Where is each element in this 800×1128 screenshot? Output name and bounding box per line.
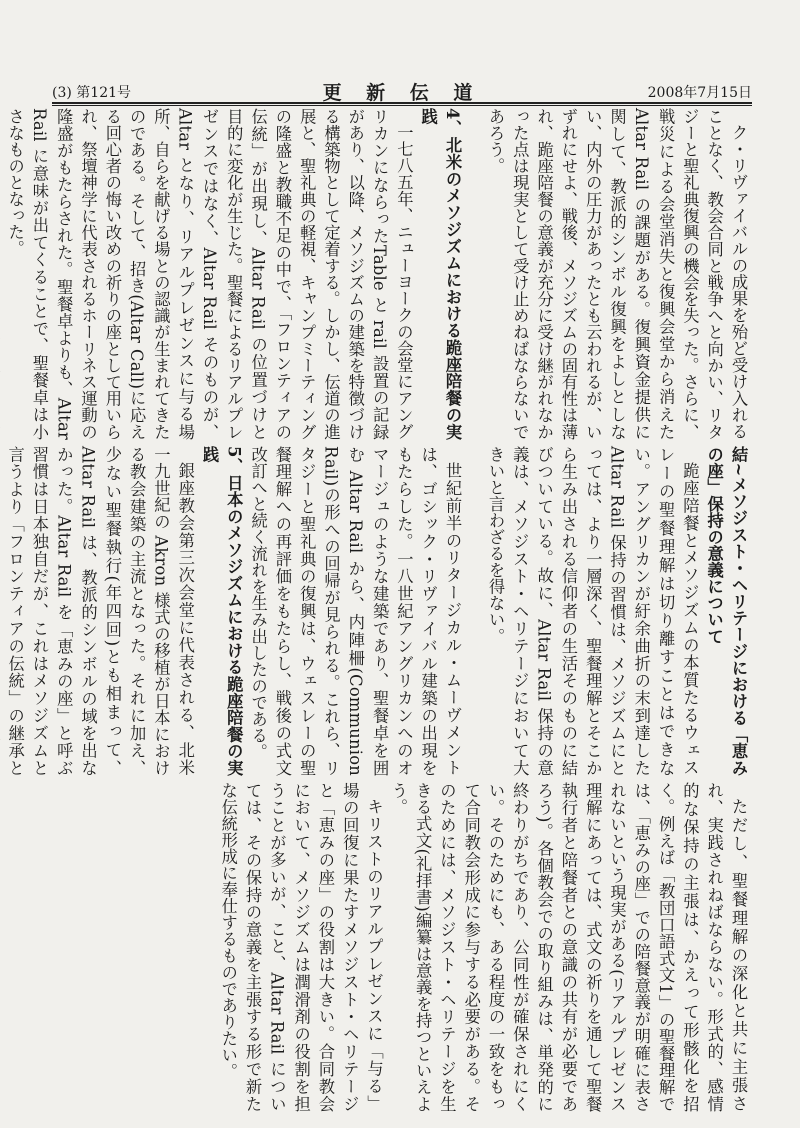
header-rule-thin xyxy=(52,105,752,106)
bottom-left-p0: 世紀前半のリタージカル・ムーヴメントは、ゴシック・リヴァイバル建築の出現をもたらした。一八世紀アングリカンへのオマージュのような建築であり、聖餐卓を囲む Altar Rail から、内陣柵(Communion Rail)の形への回帰が見られる。これら、リタジーと聖礼典の復興は、ウェスレーの聖餐理解への再評価をもたらし、戦後の式文改訂へと続く流れを生み出したのである。 xyxy=(248,446,462,776)
column-top-left xyxy=(5,108,464,440)
column-bottom-right xyxy=(52,782,750,1112)
header-rule xyxy=(52,102,752,104)
bottom-right-p1: キリストのリアルプレゼンスに「与る」場の回復に果たすメソジスト・ヘリテージと「恵みの座」の役割は大きい。合同教会において、メソジズムは潤滑剤の役割を担うことが多いが、こと、Altar Rail については、その保持の意義を主張する形で新たな伝統形成に奉仕するものでありたい。 xyxy=(218,782,384,1112)
issue-date: 2008年7月15日 xyxy=(647,85,752,101)
column-top-right xyxy=(470,108,750,440)
bottom-right-p0: ただし、聖餐理解の深化と共に主張され、実践されねばならない。形式的、感情的な保持の主張は、かえって形骸化を招く。例えば「教団口語式文1」の聖餐理解では、「恵みの座」での陪餐意義が明確に表されないという現実がある(リアルプレゼンス理解にあっては、式文の祈りを通して聖餐執行者と陪餐者との意識の共有が必要であろう)。各個教会での取り組みは、単発的に終わりがちであり、公同性が確保されにくい。そのためにも、ある程度の一致をもって合同教会形成に参与する必要がある。そのためには、メソジスト・ヘリテージを生きる式文(礼拝書)編纂は意義を持つといえよう。 xyxy=(388,782,748,1112)
column-bottom-left xyxy=(5,446,464,776)
bottom-left-p2: 銀座教会第三次会堂に代表される、北米一九世紀の Akron 様式の移植が日本における教会建築の主流となった。それに加え、少ない聖餐執行(年四回)とも相まって、Altar Rail は、教派的シンボルの域を出なかった。Altar Rail を「恵みの座」と呼ぶ習慣は日本独自だが、これはメソジズムと言うより「フロンティアの伝統」の継承と xyxy=(5,446,195,776)
top-left-p1: 一七八五年、ニューヨークの会堂にアングリカンにならったTable と rail 設置の記録があり、以降、メソジズムの建築を特徴づける構築物として定着する。しかし、伝道の進展と、聖礼典の軽視、キャンプミーティングの隆盛と教職不足の中で、「フロンティアの伝統」が出現し、Altar Rail の位置づけと目的に変化が生じた。聖餐によるリアルプレゼンスではなく、Altar Rail そのものが、Altar となり、リアルプレゼンスに与る場所、自らを献げる場との認識が生まれてきたのである。そして、招き(Altar Call)に応える回心者の悔い改めの祈りの座として用いられ、祭壇神学に代表されるホーリネス運動の隆盛がもたらされた。聖餐卓よりも、Altar Rail に意味が出てくることで、聖餐卓は小さなものとなった。 xyxy=(5,108,414,440)
newspaper-title: 更 新 伝 道 xyxy=(322,82,482,104)
column-mid-right xyxy=(470,446,750,776)
section-5-heading: 5、日本のメソジズムにおける跪座陪餐の実践 xyxy=(200,446,244,776)
conclusion-heading-cont: 結~メソジスト・ヘリテージにおける「恵みの座」保持の意義について xyxy=(704,446,748,776)
section-4-heading: 4、北米のメソジズムにおける跪座陪餐の実践 xyxy=(418,108,462,440)
top-right-p0: ク・リヴァイバルの成果を殆ど受け入れることなく、教会合同と戦争へと向かい、リタジーと聖礼典復興の機会を失った。さらに、戦災による会堂消失と復興会堂から消えた Altar Rail の課題がある。復興資金提供に関して、教派的シンボル復興をよしとしない、内外の圧力があったとも云われるが、いずれにせよ、戦後、メソジズムの固有性は薄れ、跪座陪餐の意義が充分に受け継がれなかった点は現実として受け止めねばならないであろう。 xyxy=(486,108,748,440)
issue-number: (3) 第121号 xyxy=(52,85,132,101)
page-header xyxy=(52,78,752,104)
mid-right-p1: 跪座陪餐とメソジズムの本質たるウェスレーの聖餐理解は切り離すことはできない。アングリカンが紆余曲折の末到達した Altar Rail 保持の習慣は、メソジズムにとっては、より一層深く、聖餐理解とそこから生み出される信仰者の生活そのものに結びついている。故に、Altar Rail 保持の意義は、メソジスト・ヘリテージにおいて大きいと言わざるを得ない。 xyxy=(486,446,700,776)
top-left-p2 xyxy=(0,108,2,440)
